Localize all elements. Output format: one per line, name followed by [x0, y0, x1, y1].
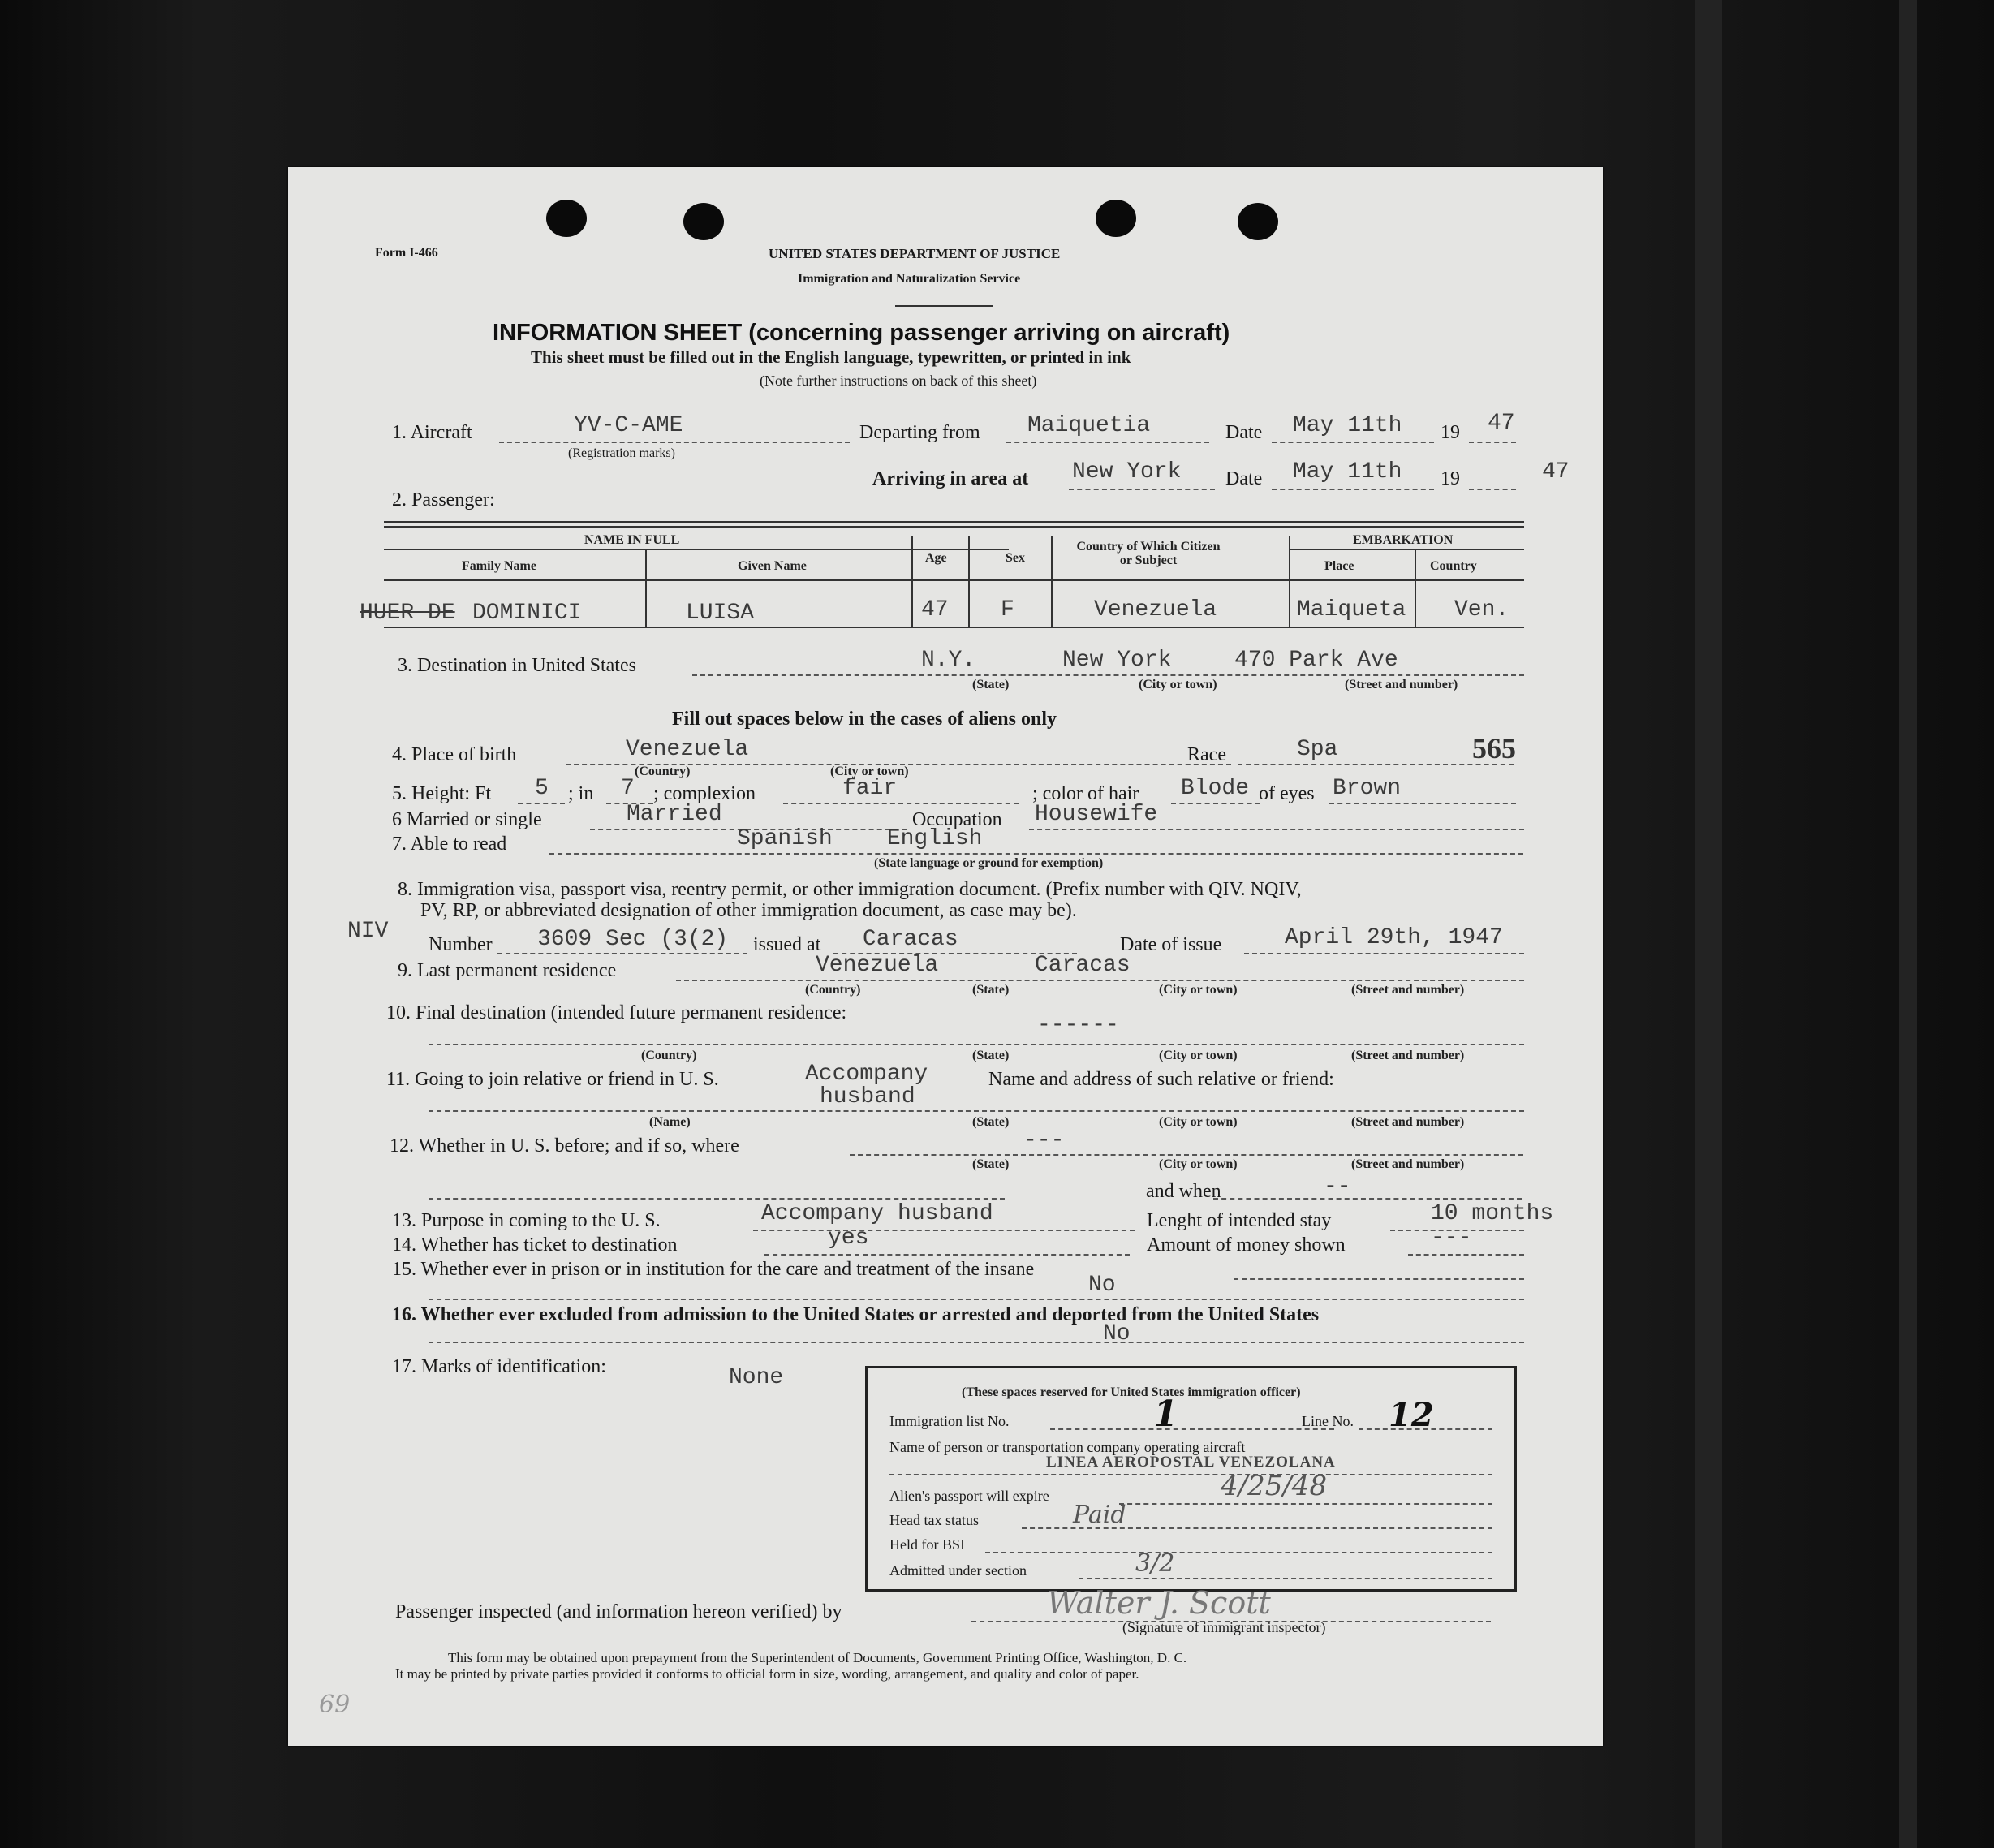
col-divider — [1289, 536, 1290, 627]
passport-line — [1119, 1503, 1492, 1505]
state-caption: (State) — [972, 1049, 1010, 1062]
departing-value: Maiquetia — [1027, 413, 1151, 438]
race-code: 565 — [1472, 732, 1516, 765]
marks-value: None — [729, 1365, 784, 1390]
arriving-value: New York — [1072, 459, 1182, 485]
page-number-mark: 69 — [319, 1691, 351, 1719]
passport-value: 4/25/48 — [1221, 1470, 1328, 1502]
city-caption: (City or town) — [830, 765, 909, 778]
issue-date-label: Date of issue — [1120, 934, 1222, 955]
state-caption: (State) — [972, 1115, 1010, 1129]
date-label: Date — [1225, 422, 1263, 443]
destination-line — [692, 674, 1524, 676]
col-divider — [645, 549, 647, 627]
city-caption: (City or town) — [1159, 1115, 1238, 1129]
aliens-heading: Fill out spaces below in the cases of aliens only — [672, 709, 1057, 730]
form-sheet — [288, 167, 1603, 1746]
city-caption: (City or town) — [1159, 1157, 1238, 1171]
final-destination-line — [429, 1044, 1524, 1045]
name-caption: (Name) — [649, 1115, 691, 1129]
street-caption: (Street and number) — [1351, 1157, 1465, 1171]
document-label: 8. Immigration visa, passport visa, reentry permit, or other immigration document. (Prefix number with QIV. NQIV, — [398, 879, 1302, 900]
prison-label: 15. Whether ever in prison or in institution for the care and treatment of the insane — [392, 1259, 1035, 1280]
prison-value: No — [1088, 1273, 1116, 1298]
marital-value: Married — [627, 802, 722, 827]
issue-date-line — [1244, 953, 1524, 954]
family-name-struck: HUER DE — [360, 601, 455, 626]
family-name-header: Family Name — [462, 559, 536, 573]
inches-label: ; in — [568, 783, 594, 804]
table-top-rule — [384, 526, 1524, 528]
sex-value: F — [1001, 597, 1014, 622]
year-line — [1469, 442, 1516, 443]
read-value: Spanish English — [737, 826, 983, 851]
inspector-signature: Walter J. Scott — [1047, 1585, 1271, 1621]
list-number-label: Immigration list No. — [889, 1413, 1010, 1429]
arrival-year-prefix: 19 — [1441, 468, 1460, 489]
passport-label: Alien's passport will expire — [889, 1488, 1049, 1504]
name-subrule — [384, 549, 1009, 550]
aircraft-value: YV-C-AME — [574, 413, 683, 438]
residence-city: Caracas — [1035, 953, 1131, 978]
embark-place-value: Maiqueta — [1297, 597, 1406, 622]
embark-subrule — [1289, 549, 1524, 550]
date-value: May 11th — [1293, 413, 1402, 438]
punch-hole — [1096, 200, 1136, 237]
arrival-date-line — [1272, 489, 1434, 490]
when-value: -- — [1324, 1174, 1351, 1200]
residence-country: Venezuela — [816, 953, 939, 978]
table-header-rule — [384, 579, 1524, 581]
excluded-label: 16. Whether ever excluded from admission to the United States or arrested and deported from the United States — [392, 1304, 1320, 1325]
document-number: 3609 Sec (3(2) — [537, 927, 729, 952]
issue-date-value: April 29th, 1947 — [1285, 925, 1503, 950]
officer-box-header: (These spaces reserved for United States immigration officer) — [962, 1385, 1301, 1399]
arriving-label: Arriving in area at — [872, 468, 1029, 489]
marks-label: 17. Marks of identification: — [392, 1356, 606, 1377]
occupation-line — [1029, 829, 1524, 830]
join-relative-value: Accompany — [805, 1062, 928, 1087]
col-divider — [911, 536, 913, 627]
table-bottom-rule — [384, 627, 1524, 628]
destination-city: New York — [1062, 648, 1172, 673]
birthplace-label: 4. Place of birth — [392, 744, 517, 765]
operator-label: Name of person or transportation company operating aircraft — [889, 1439, 1246, 1455]
section-label: Admitted under section — [889, 1562, 1027, 1579]
list-number-line — [1050, 1428, 1334, 1430]
arrival-date-value: May 11th — [1293, 459, 1402, 485]
issued-value: Caracas — [863, 927, 958, 952]
operator-line — [889, 1474, 1492, 1475]
residence-line — [676, 980, 1524, 981]
us-before-line — [850, 1154, 1523, 1156]
ticket-line — [764, 1254, 1130, 1256]
ticket-value: yes — [828, 1226, 869, 1251]
year-prefix: 19 — [1441, 422, 1460, 443]
birthplace-value: Venezuela — [626, 737, 749, 762]
excluded-value: No — [1103, 1321, 1131, 1346]
aircraft-label: 1. Aircraft — [392, 422, 472, 443]
number-label: Number — [429, 934, 493, 955]
punch-hole — [683, 203, 724, 240]
read-caption: (State language or ground for exemption) — [874, 856, 1104, 870]
join-relative-label: 11. Going to join relative or friend in U. S. — [386, 1069, 719, 1090]
agency-name: UNITED STATES DEPARTMENT OF JUSTICE — [769, 246, 1061, 261]
aircraft-line — [499, 442, 850, 443]
state-caption: (State) — [972, 1157, 1010, 1171]
street-caption: (Street and number) — [1351, 983, 1465, 997]
embarkation-header: EMBARKATION — [1353, 533, 1454, 547]
instruction-line: This sheet must be filled out in the English language, typewritten, or printed in ink — [531, 347, 1131, 367]
family-name-value: DOMINICI — [472, 601, 582, 626]
occupation-label: Occupation — [912, 809, 1002, 830]
footer-line-1: This form may be obtained upon prepayment from the Superintendent of Documents, Government Printing Office, Washington, D. C. — [448, 1650, 1187, 1665]
marital-label: 6 Married or single — [392, 809, 542, 830]
citizen-value: Venezuela — [1094, 597, 1217, 622]
country-citizen-header: Country of Which Citizen or Subject — [1076, 540, 1221, 567]
money-value: --- — [1431, 1226, 1472, 1251]
departing-label: Departing from — [859, 422, 980, 443]
relative-line — [429, 1110, 1524, 1112]
operator-stamp: LINEA AEROPOSTAL VENEZOLANA — [1046, 1454, 1336, 1471]
given-name-header: Given Name — [738, 559, 807, 573]
bsi-line — [985, 1552, 1492, 1553]
year-value: 47 — [1488, 411, 1515, 436]
line-number-label: Line No. — [1302, 1413, 1354, 1429]
hair-label: ; color of hair — [1032, 783, 1139, 804]
occupation-value: Housewife — [1035, 802, 1158, 827]
head-tax-value: Paid — [1073, 1501, 1126, 1529]
country-caption: (Country) — [635, 765, 691, 778]
signature-caption: (Signature of immigrant inspector) — [1122, 1619, 1326, 1635]
punch-hole — [1238, 203, 1278, 240]
form-id: Form I-466 — [375, 246, 438, 260]
embark-country-value: Ven. — [1454, 597, 1509, 622]
eyes-label: of eyes — [1259, 783, 1315, 804]
header-rule — [895, 305, 993, 307]
issued-label: issued at — [753, 934, 821, 955]
eyes-value: Brown — [1333, 776, 1402, 801]
section-line — [1079, 1578, 1492, 1579]
us-before-value: --- — [1023, 1128, 1065, 1153]
number-line — [497, 953, 747, 954]
document-prefix: NIV — [347, 919, 389, 944]
residence-label: 9. Last permanent residence — [398, 960, 617, 981]
when-label: and when — [1146, 1181, 1221, 1202]
city-caption: (City or town) — [1139, 678, 1217, 691]
hair-line — [1171, 803, 1260, 804]
purpose-line — [753, 1230, 1135, 1231]
join-relative-value-2: husband — [820, 1084, 915, 1109]
arrival-date-label: Date — [1225, 468, 1263, 489]
age-value: 47 — [921, 597, 949, 622]
read-line — [549, 853, 1523, 855]
hair-value: Blode — [1181, 776, 1250, 801]
state-caption: (State) — [972, 983, 1010, 997]
arrival-year-line — [1469, 489, 1516, 490]
head-tax-label: Head tax status — [889, 1512, 979, 1528]
purpose-value: Accompany husband — [761, 1201, 993, 1226]
height-feet: 5 — [535, 776, 549, 801]
street-caption: (Street and number) — [1351, 1115, 1465, 1129]
age-header: Age — [925, 551, 947, 565]
inspected-label: Passenger inspected (and information hereon verified) by — [395, 1601, 842, 1622]
instruction-note: (Note further instructions on back of this sheet) — [760, 373, 1037, 389]
officer-box — [865, 1366, 1517, 1592]
given-name-value: LUISA — [686, 601, 755, 626]
film-strip-right — [1899, 0, 1917, 1848]
final-destination-label: 10. Final destination (intended future permanent residence: — [386, 1002, 847, 1023]
document-label-2: PV, RP, or abbreviated designation of other immigration document, as case may be). — [420, 900, 1077, 921]
col-divider — [1051, 536, 1053, 627]
height-inches: 7 — [621, 776, 635, 801]
relative-name-label: Name and address of such relative or friend: — [988, 1069, 1334, 1090]
list-number-value: 1 — [1153, 1394, 1178, 1435]
city-caption: (City or town) — [1159, 983, 1238, 997]
purpose-label: 13. Purpose in coming to the U. S. — [392, 1210, 661, 1231]
final-destination-value: ------ — [1037, 1013, 1119, 1038]
money-line — [1408, 1254, 1524, 1256]
name-in-full-header: NAME IN FULL — [584, 533, 680, 547]
country-caption: (Country) — [805, 983, 861, 997]
arrival-year-value: 47 — [1542, 459, 1570, 485]
stay-value: 10 months — [1431, 1201, 1554, 1226]
destination-state: N.Y. — [921, 648, 976, 673]
excluded-line — [429, 1342, 1524, 1343]
when-line — [1213, 1198, 1522, 1200]
feet-line — [518, 803, 565, 804]
money-label: Amount of money shown — [1147, 1234, 1346, 1256]
date-line — [1272, 442, 1434, 443]
col-divider — [968, 536, 970, 627]
section-value: 3/2 — [1135, 1549, 1175, 1578]
street-caption: (Street and number) — [1345, 678, 1458, 691]
table-top-rule — [384, 521, 1524, 523]
complexion-label: ; complexion — [653, 783, 756, 804]
passenger-label: 2. Passenger: — [392, 489, 495, 510]
footer-line-2: It may be printed by private parties provided it conforms to official form in size, wording, arrangement, and quality and color of paper. — [395, 1666, 1139, 1682]
registration-caption: (Registration marks) — [568, 446, 675, 460]
us-before-line-2 — [429, 1198, 1005, 1200]
arriving-line — [1069, 489, 1215, 490]
place-header: Place — [1324, 559, 1354, 573]
page-title: INFORMATION SHEET (concerning passenger arriving on aircraft) — [493, 320, 1230, 346]
destination-street: 470 Park Ave — [1234, 648, 1398, 673]
country-caption: (Country) — [641, 1049, 697, 1062]
departing-line — [1006, 442, 1209, 443]
us-before-label: 12. Whether in U. S. before; and if so, where — [390, 1135, 739, 1157]
prison-line-2 — [429, 1299, 1524, 1300]
service-name: Immigration and Naturalization Service — [798, 272, 1021, 286]
race-label: Race — [1187, 744, 1226, 765]
eyes-line — [1329, 803, 1516, 804]
street-caption: (Street and number) — [1351, 1049, 1465, 1062]
destination-label: 3. Destination in United States — [398, 655, 636, 676]
prison-line — [1234, 1278, 1524, 1280]
country-header: Country — [1430, 559, 1477, 573]
film-strip-left — [1695, 0, 1722, 1848]
state-caption: (State) — [972, 678, 1010, 691]
ticket-label: 14. Whether has ticket to destination — [392, 1234, 678, 1256]
complexion-line — [783, 803, 1019, 804]
punch-hole — [546, 200, 587, 237]
col-divider — [1415, 549, 1416, 627]
stay-label: Lenght of intended stay — [1147, 1210, 1332, 1231]
bsi-label: Held for BSI — [889, 1536, 965, 1553]
line-number-value: 12 — [1389, 1396, 1434, 1434]
height-label: 5. Height: Ft — [392, 783, 492, 804]
city-caption: (City or town) — [1159, 1049, 1238, 1062]
read-label: 7. Able to read — [392, 834, 507, 855]
sex-header: Sex — [1006, 551, 1025, 565]
complexion-value: fair — [842, 776, 898, 801]
race-value: Spa — [1297, 737, 1338, 762]
